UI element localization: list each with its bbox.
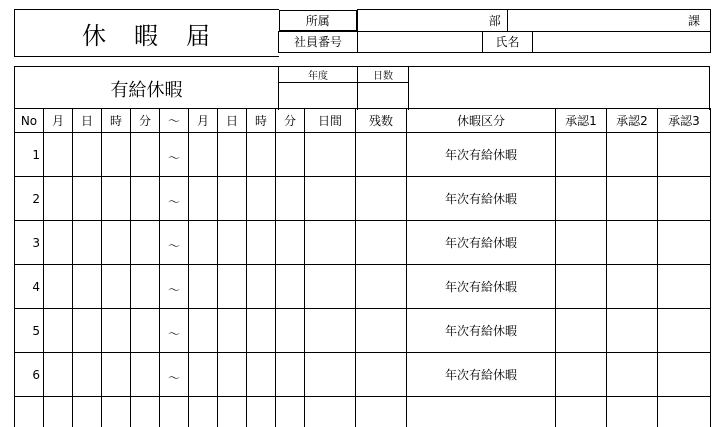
column-header: 時 [247, 109, 276, 133]
entry-cell[interactable] [131, 221, 160, 265]
entry-cell[interactable] [73, 221, 102, 265]
entry-cell[interactable] [556, 397, 607, 427]
entry-cell[interactable] [131, 265, 160, 309]
entry-cell[interactable] [131, 133, 160, 177]
entry-cell[interactable] [73, 177, 102, 221]
column-header: 月 [189, 109, 218, 133]
entry-cell[interactable] [102, 397, 131, 427]
entry-cell[interactable] [247, 133, 276, 177]
table-row [15, 221, 711, 265]
entry-cell[interactable] [131, 309, 160, 353]
column-header: 承認2 [607, 109, 658, 133]
entry-cell[interactable] [102, 309, 131, 353]
entry-cell[interactable] [305, 309, 356, 353]
entry-cell[interactable] [356, 177, 407, 221]
entry-cell[interactable] [247, 397, 276, 427]
entry-cell[interactable] [607, 353, 658, 397]
entry-cell[interactable] [305, 177, 356, 221]
row-number: 2 [15, 177, 44, 221]
entry-cell[interactable] [658, 353, 711, 397]
entry-cell[interactable] [44, 397, 73, 427]
ka-cell[interactable] [508, 10, 711, 32]
row-number: 1 [15, 133, 44, 177]
column-header: 残数 [356, 109, 407, 133]
row-number: 3 [15, 221, 44, 265]
entry-cell[interactable] [276, 221, 305, 265]
name-label: 氏名 [483, 31, 533, 52]
fiscal-year-input[interactable] [279, 83, 357, 111]
entry-cell[interactable] [189, 397, 218, 427]
range-tilde: ～ [160, 221, 189, 265]
entry-cell[interactable] [556, 265, 607, 309]
entry-cell[interactable] [73, 353, 102, 397]
section-spacer [408, 66, 710, 110]
leave-type-cell: 年次有給休暇 [407, 133, 556, 177]
department-input[interactable] [358, 10, 483, 32]
table-row [15, 133, 711, 177]
entry-cell[interactable] [276, 177, 305, 221]
entry-cell[interactable] [356, 353, 407, 397]
entry-cell[interactable] [305, 221, 356, 265]
leave-table [14, 108, 711, 427]
column-header: 分 [276, 109, 305, 133]
entry-cell[interactable] [276, 265, 305, 309]
entry-cell[interactable] [658, 265, 711, 309]
entry-cell[interactable] [556, 177, 607, 221]
entry-cell[interactable] [247, 265, 276, 309]
entry-cell[interactable] [44, 309, 73, 353]
column-header: 承認1 [556, 109, 607, 133]
table-row [15, 177, 711, 221]
entry-cell[interactable] [160, 397, 189, 427]
entry-cell[interactable] [189, 177, 218, 221]
entry-cell[interactable] [658, 177, 711, 221]
range-tilde: ～ [160, 177, 189, 221]
entry-cell[interactable] [44, 133, 73, 177]
entry-cell[interactable] [44, 177, 73, 221]
entry-cell[interactable] [247, 177, 276, 221]
table-row [15, 353, 711, 397]
entry-cell[interactable] [607, 309, 658, 353]
row-number: 5 [15, 309, 44, 353]
department-label: 所属 [279, 10, 358, 31]
entry-cell[interactable] [247, 221, 276, 265]
entry-cell[interactable] [218, 353, 247, 397]
entry-cell[interactable] [189, 309, 218, 353]
entry-cell[interactable] [658, 133, 711, 177]
entry-cell[interactable] [218, 309, 247, 353]
entry-cell[interactable] [189, 353, 218, 397]
entry-cell[interactable] [356, 397, 407, 427]
entry-cell[interactable] [276, 397, 305, 427]
entry-cell[interactable] [44, 353, 73, 397]
entry-cell[interactable] [73, 309, 102, 353]
range-tilde: ～ [160, 265, 189, 309]
entry-cell[interactable] [407, 397, 556, 427]
leave-type-cell: 年次有給休暇 [407, 353, 556, 397]
column-header: 日 [218, 109, 247, 133]
leave-type-cell: 年次有給休暇 [407, 265, 556, 309]
table-header-row [15, 109, 711, 133]
entry-cell[interactable] [247, 353, 276, 397]
entry-cell[interactable] [607, 221, 658, 265]
entry-cell[interactable] [658, 397, 711, 427]
section-title: 有給休暇 [110, 79, 183, 101]
entry-cell[interactable] [131, 353, 160, 397]
entry-cell[interactable] [305, 353, 356, 397]
entry-cell[interactable] [102, 265, 131, 309]
entry-cell[interactable] [189, 265, 218, 309]
entry-cell[interactable] [658, 309, 711, 353]
column-header: No [15, 109, 44, 133]
row-number: 6 [15, 353, 44, 397]
entry-cell[interactable] [556, 353, 607, 397]
entry-cell[interactable] [305, 133, 356, 177]
entry-cell[interactable] [189, 221, 218, 265]
entry-cell[interactable] [658, 221, 711, 265]
row-number: 4 [15, 265, 44, 309]
ka-label: 課 [688, 13, 701, 28]
entry-cell[interactable] [556, 221, 607, 265]
entry-cell[interactable] [607, 265, 658, 309]
entry-cell[interactable] [102, 353, 131, 397]
leave-type-cell: 年次有給休暇 [407, 221, 556, 265]
entry-cell[interactable] [607, 177, 658, 221]
column-header: 承認3 [658, 109, 711, 133]
table-row [15, 397, 711, 427]
section-title-box [14, 66, 278, 110]
entry-cell[interactable] [218, 265, 247, 309]
entry-cell[interactable] [218, 177, 247, 221]
entry-cell[interactable] [305, 397, 356, 427]
fiscal-year-box [278, 66, 358, 110]
entry-cell[interactable] [356, 133, 407, 177]
entry-cell[interactable] [218, 221, 247, 265]
days-input[interactable] [358, 83, 408, 111]
bu-label: 部 [483, 10, 508, 32]
range-tilde: ～ [160, 309, 189, 353]
entry-cell[interactable] [218, 133, 247, 177]
form-title: 休 暇 届 [82, 21, 212, 50]
entry-cell[interactable] [131, 177, 160, 221]
table-row [15, 265, 711, 309]
entry-cell[interactable] [356, 221, 407, 265]
column-header: 分 [131, 109, 160, 133]
entry-cell[interactable] [607, 133, 658, 177]
employee-no-label: 社員番号 [279, 31, 358, 52]
name-input[interactable] [533, 31, 711, 52]
employee-info-table [278, 9, 711, 53]
column-header: 日間 [305, 109, 356, 133]
entry-cell[interactable] [102, 177, 131, 221]
entry-cell[interactable] [556, 309, 607, 353]
entry-cell[interactable] [218, 397, 247, 427]
days-box [357, 66, 409, 110]
leave-type-cell: 年次有給休暇 [407, 309, 556, 353]
entry-cell[interactable] [73, 133, 102, 177]
entry-cell[interactable] [131, 397, 160, 427]
entry-cell[interactable] [607, 397, 658, 427]
employee-no-input[interactable] [358, 31, 483, 52]
range-tilde: ～ [160, 353, 189, 397]
entry-cell[interactable] [356, 309, 407, 353]
entry-cell[interactable] [276, 133, 305, 177]
entry-cell[interactable] [15, 397, 44, 427]
entry-cell[interactable] [276, 353, 305, 397]
entry-cell[interactable] [102, 133, 131, 177]
column-header: 時 [102, 109, 131, 133]
days-label: 日数 [358, 67, 408, 83]
column-header: ～ [160, 109, 189, 133]
entry-cell[interactable] [247, 309, 276, 353]
entry-cell[interactable] [73, 397, 102, 427]
form-title-box [14, 9, 279, 57]
entry-cell[interactable] [73, 265, 102, 309]
leave-type-cell: 年次有給休暇 [407, 177, 556, 221]
column-header: 日 [73, 109, 102, 133]
entry-cell[interactable] [276, 309, 305, 353]
fiscal-year-label: 年度 [279, 67, 357, 83]
entry-cell[interactable] [305, 265, 356, 309]
range-tilde: ～ [160, 133, 189, 177]
column-header: 月 [44, 109, 73, 133]
entry-cell[interactable] [44, 221, 73, 265]
table-row [15, 309, 711, 353]
entry-cell[interactable] [356, 265, 407, 309]
entry-cell[interactable] [189, 133, 218, 177]
column-header: 休暇区分 [407, 109, 556, 133]
entry-cell[interactable] [102, 221, 131, 265]
entry-cell[interactable] [44, 265, 73, 309]
entry-cell[interactable] [556, 133, 607, 177]
